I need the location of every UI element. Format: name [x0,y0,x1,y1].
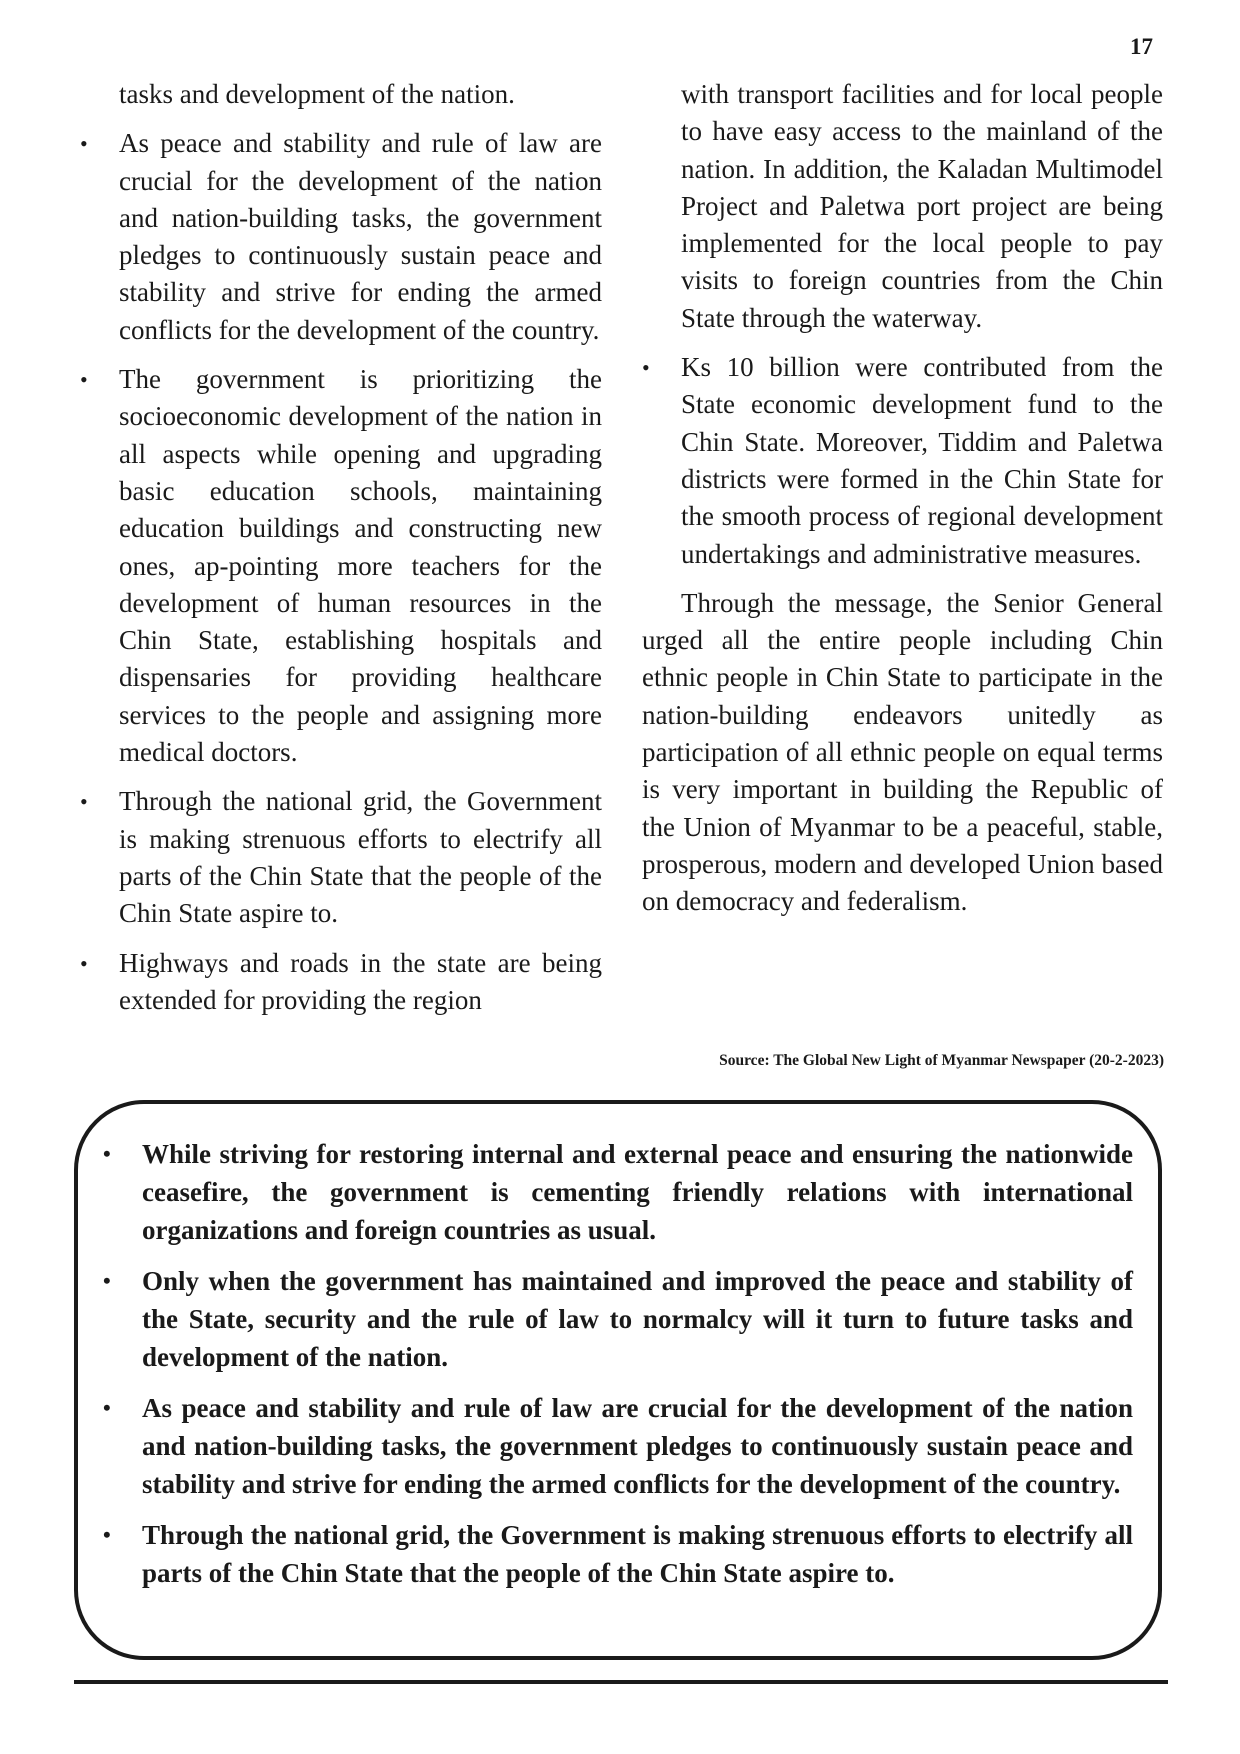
list-item-text: As peace and stability and rule of law are crucial for the development of the nation and nation-building tasks, the government pledges to continuously sustain peace and stability and strive for ending the armed conflicts for the development of the country. [119,128,602,345]
bullet-icon: • [80,950,88,976]
page-number: 17 [1130,34,1153,59]
bullet-icon: • [103,1395,111,1420]
body-paragraph: Through the message, the Senior General urged all the entire people including Chin ethnic people in Chin State to participate in the nation-building endeavors unitedly as participation of all ethnic people on equal terms is very important in building the Republic of the Union of Myanmar to be a peaceful, stable, prosperous, modern and developed Union based on democracy and federalism. [642,587,1163,917]
bullet-icon: • [103,1268,111,1293]
bottom-rule [74,1680,1168,1684]
list-item [80,783,602,932]
continuation-text: tasks and development of the nation. [119,79,515,109]
bullet-icon: • [103,1522,111,1547]
highlight-item [103,1135,1133,1249]
bullet-icon: • [642,355,650,381]
bullet-icon: • [80,367,88,393]
bullet-list [80,125,602,1019]
bullet-icon: • [80,131,88,157]
left-column [80,76,602,1031]
list-item [80,945,602,1020]
source-citation: Source: The Global New Light of Myanmar Newspaper (20-2-2023) [719,1052,1164,1069]
bullet-icon: • [80,789,88,815]
right-column [642,76,1163,921]
list-item-text: Ks 10 billion were contributed from the State economic development fund to the Chin State. Moreover, Tiddim and Paletwa districts were formed in the Chin State for the smooth process of regional development undertakings and administrative measures. [681,352,1163,569]
list-item-text: Highways and roads in the state are being extended for providing the region [119,947,602,1015]
highlight-item [103,1516,1133,1592]
bullet-icon: • [103,1141,111,1166]
highlight-item [103,1389,1133,1503]
highlight-box-list [103,1135,1133,1605]
list-item-text: Through the national grid, the Government is making strenuous efforts to electrify all parts of the Chin State that the people of the Chin State aspire to. [119,786,602,929]
highlight-item-text: While striving for restoring internal and external peace and ensuring the nationwide ceasefire, the government is cementing friendly relations with international organizations and foreign countries as usual. [142,1139,1133,1245]
highlight-item [103,1262,1133,1376]
highlight-item-text: Through the national grid, the Government is making strenuous efforts to electrify all parts of the Chin State that the people of the Chin State aspire to. [142,1520,1133,1588]
highlight-item-text: Only when the government has maintained and improved the peace and stability of the State, security and the rule of law to normalcy will it turn to future tasks and development of the nation. [142,1266,1133,1372]
list-item [642,349,1163,573]
list-item [80,361,602,771]
list-item-text: The government is prioritizing the socioeconomic development of the nation in all aspects while opening and upgrading basic education schools, maintaining education buildings and constructing new ones, ap-pointing more teachers for the development of human resources in the Chin State, establishing hospitals and dispensaries for providing healthcare services to the people and assigning more medical doctors. [119,364,602,768]
highlight-item-text: As peace and stability and rule of law are crucial for the development of the nation and nation-building tasks, the government pledges to continuously sustain peace and stability and strive for ending the armed conflicts for the development of the country. [142,1393,1133,1499]
list-item [80,125,602,349]
bullet-list [642,349,1163,573]
continuation-text: with transport facilities and for local people to have easy access to the mainland of the nation. In addition, the Kaladan Multimodel Project and Paletwa port project are being implemented for the local people to pay visits to foreign countries from the Chin State through the waterway. [681,79,1163,333]
